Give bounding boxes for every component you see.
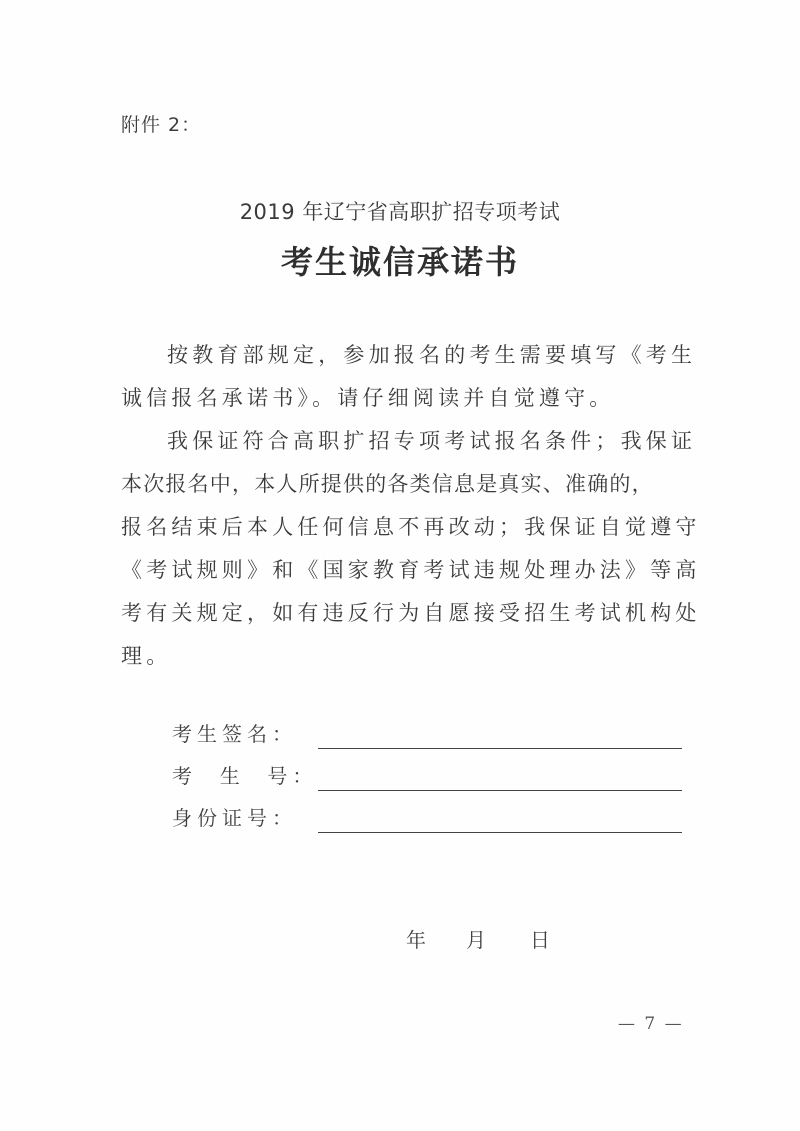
field-student-number[interactable] — [172, 756, 692, 798]
field-label: 考 生 号： — [172, 764, 318, 788]
paragraph-line: 诚信报名承诺书》。请仔细阅读并自觉遵守。 — [121, 386, 615, 410]
paragraph-pledge — [121, 420, 701, 678]
field-label: 身份证号： — [172, 806, 297, 830]
paragraph-line: 按教育部规定，参加报名的考生需要填写《考生 — [167, 343, 697, 367]
date-line — [406, 924, 550, 953]
page-number: — 7 — — [618, 1014, 684, 1034]
paragraph-line: 考有关规定，如有违反行为自愿接受招生考试机构处 — [121, 601, 701, 625]
student-number-line[interactable] — [318, 790, 682, 791]
date-month-label: 月 — [466, 928, 486, 952]
date-year-label: 年 — [406, 928, 426, 952]
field-id-number[interactable] — [172, 798, 692, 840]
paragraph-line: 《考试规则》和《国家教育考试违规处理办法》等高 — [121, 558, 701, 582]
document-title: 考生诚信承诺书 — [280, 243, 519, 281]
field-student-signature[interactable] — [172, 714, 692, 756]
paragraph-line: 报名结束后本人任何信息不再改动；我保证自觉遵守 — [121, 515, 701, 539]
paragraph-line: 理。 — [121, 644, 172, 668]
signature-line[interactable] — [318, 748, 682, 749]
paragraph-line: 我保证符合高职扩招专项考试报名条件；我保证 — [167, 429, 697, 453]
attachment-label: 附件 2： — [121, 114, 202, 136]
signature-fields — [172, 714, 692, 840]
paragraph-instructions — [121, 334, 697, 420]
paragraph-line: 本次报名中，本人所提供的各类信息是真实、准确的， — [121, 472, 654, 496]
document-subtitle: 2019 年辽宁省高职扩招专项考试 — [239, 200, 561, 224]
field-label: 考生签名： — [172, 722, 297, 746]
id-number-line[interactable] — [318, 832, 682, 833]
date-day-label: 日 — [530, 928, 550, 952]
